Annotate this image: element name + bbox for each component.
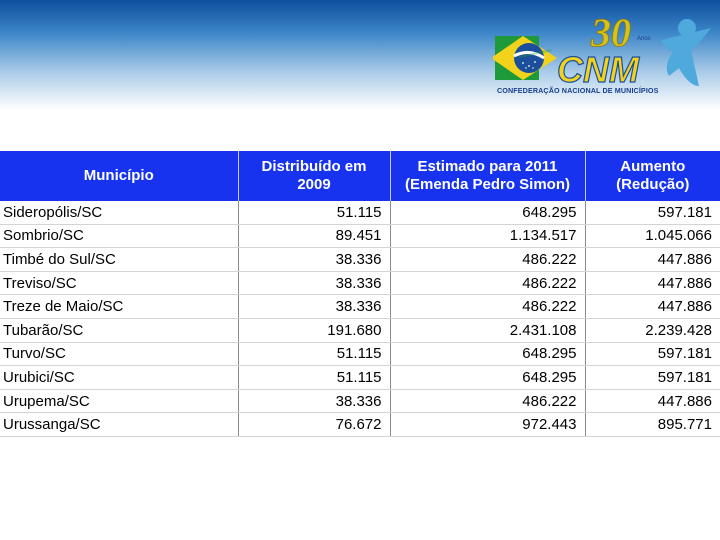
cell-estimado: 648.295 (390, 201, 585, 224)
cell-municipio: Timbé do Sul/SC (0, 248, 238, 272)
table-row (0, 318, 720, 342)
table-row (0, 271, 720, 295)
logo-big-number: 30 (591, 10, 631, 55)
table-row (0, 201, 720, 224)
cell-estimado: 648.295 (390, 366, 585, 390)
cell-aumento: 447.886 (585, 271, 720, 295)
cell-distribuido: 38.336 (238, 389, 390, 413)
table-row (0, 366, 720, 390)
cell-municipio: Sombrio/SC (0, 224, 238, 248)
cell-estimado: 2.431.108 (390, 318, 585, 342)
cell-distribuido: 89.451 (238, 224, 390, 248)
cell-municipio: Treze de Maio/SC (0, 295, 238, 319)
cell-estimado: 486.222 (390, 271, 585, 295)
cell-distribuido: 38.336 (238, 271, 390, 295)
cell-aumento: 2.239.428 (585, 318, 720, 342)
cell-municipio: Urubici/SC (0, 366, 238, 390)
cell-municipio: Treviso/SC (0, 271, 238, 295)
cell-municipio: Tubarão/SC (0, 318, 238, 342)
col-header-estimado: Estimado para 2011 (Emenda Pedro Simon) (390, 151, 585, 201)
cell-estimado: 648.295 (390, 342, 585, 366)
table-row (0, 413, 720, 437)
col-header-distribuido: Distribuído em 2009 (238, 151, 390, 201)
table-row (0, 342, 720, 366)
table-header-row (0, 151, 720, 201)
cell-municipio: Urussanga/SC (0, 413, 238, 437)
col-header-municipio: Município (0, 151, 238, 201)
cell-aumento: 1.045.066 (585, 224, 720, 248)
logo-acronym: CNM (557, 49, 639, 90)
cell-distribuido: 51.115 (238, 201, 390, 224)
cell-aumento: 895.771 (585, 413, 720, 437)
cell-distribuido: 51.115 (238, 342, 390, 366)
cell-distribuido: 191.680 (238, 318, 390, 342)
cell-municipio: Sideropólis/SC (0, 201, 238, 224)
cell-estimado: 486.222 (390, 248, 585, 272)
cell-estimado: 486.222 (390, 295, 585, 319)
cell-estimado: 486.222 (390, 389, 585, 413)
cell-aumento: 447.886 (585, 248, 720, 272)
cell-distribuido: 38.336 (238, 248, 390, 272)
cell-aumento: 447.886 (585, 389, 720, 413)
cell-aumento: 447.886 (585, 295, 720, 319)
flag-motto: ORDEM E PROGRESSO (517, 48, 552, 60)
cell-estimado: 972.443 (390, 413, 585, 437)
cell-municipio: Turvo/SC (0, 342, 238, 366)
table-row (0, 248, 720, 272)
cell-municipio: Urupema/SC (0, 389, 238, 413)
table-row (0, 389, 720, 413)
logo-caption: CONFEDERAÇÃO NACIONAL DE MUNICÍPIOS (497, 86, 659, 95)
cell-distribuido: 51.115 (238, 366, 390, 390)
cell-distribuido: 38.336 (238, 295, 390, 319)
cell-aumento: 597.181 (585, 201, 720, 224)
table-row (0, 295, 720, 319)
cell-aumento: 597.181 (585, 366, 720, 390)
cell-estimado: 1.134.517 (390, 224, 585, 248)
person-figure-icon (661, 19, 711, 86)
cell-aumento: 597.181 (585, 342, 720, 366)
cell-distribuido: 76.672 (238, 413, 390, 437)
logo-anos: Anos (637, 36, 651, 42)
municipality-table (0, 151, 720, 437)
col-header-aumento: Aumento (Redução) (585, 151, 720, 201)
table-row (0, 224, 720, 248)
